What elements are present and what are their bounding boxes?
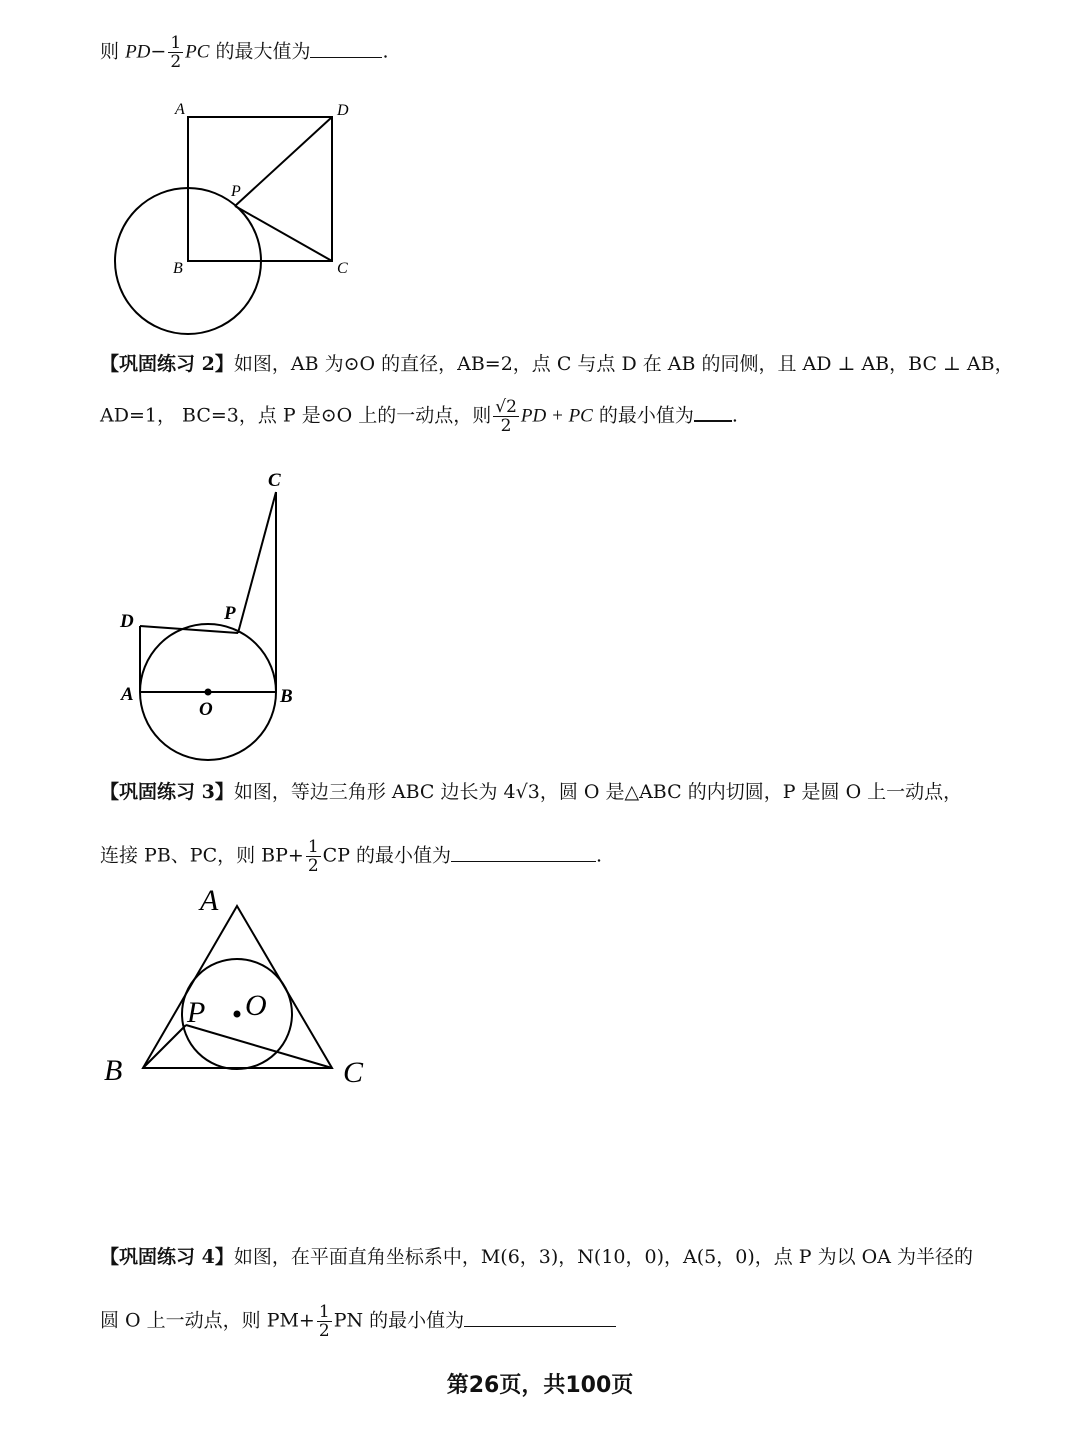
period: . <box>382 40 389 63</box>
label-P: P <box>231 183 241 200</box>
segment-PC <box>235 206 332 261</box>
triangle-ABC <box>143 906 332 1068</box>
figure-square-circle <box>100 95 380 340</box>
text: PN 的最小值为 <box>333 1309 465 1332</box>
text: 连接 PB、PC，则 BP+ <box>100 844 304 867</box>
page-footer: 第26页，共100页 <box>446 1373 634 1398</box>
text: 如图， <box>233 353 291 375</box>
math-expr: PD <box>125 41 151 63</box>
exercise-2-line-2 <box>100 398 738 435</box>
label-O: O <box>199 699 213 720</box>
text: 如图，在平面直角坐标系中，M(6，3)，N(10，0)，A(5，0)，点 P 为以 OA 为半径的 <box>233 1246 973 1268</box>
exercise-tag: 【巩固练习 2】 <box>100 353 234 375</box>
fraction-numerator: 1 <box>170 33 182 53</box>
label-D: D <box>120 611 134 632</box>
label-O: O <box>245 989 267 1022</box>
period: . <box>596 844 603 867</box>
label-B: B <box>173 260 183 277</box>
text: 圆 O 上一动点，则 PM+ <box>100 1309 315 1332</box>
fraction-numerator: 1 <box>307 837 319 857</box>
math-expr: PD + PC <box>520 405 593 427</box>
segment-PD <box>235 117 332 206</box>
minus-sign: − <box>150 40 167 63</box>
exercise-4-line-2 <box>100 1303 616 1340</box>
label-A: A <box>200 884 219 917</box>
label-B: B <box>280 686 293 707</box>
answer-blank <box>310 39 382 58</box>
text: 的最大值为 <box>215 40 311 63</box>
fraction-denominator: 2 <box>170 52 182 72</box>
answer-blank <box>451 843 596 862</box>
figure-triangle-incircle <box>100 880 390 1100</box>
label-C: C <box>337 260 348 277</box>
text: CP 的最小值为 <box>322 844 452 867</box>
fraction-numerator: 1 <box>318 1302 330 1322</box>
text: 的最小值为 <box>598 404 694 427</box>
text: AB 为⊙O 的直径，AB=2，点 C 与点 D 在 AB 的同侧，且 AD ⊥ AB，BC ⊥ AB， <box>290 353 1014 375</box>
answer-blank <box>464 1308 616 1327</box>
text: AD=1， BC=3，点 P 是⊙O 上的一动点，则 <box>100 404 492 427</box>
period: . <box>731 404 738 427</box>
fraction-numerator: √2 <box>495 397 517 417</box>
center-dot <box>234 1011 241 1018</box>
label-P: P <box>187 996 206 1029</box>
label-A: A <box>121 684 134 705</box>
exercise-4-line-1 <box>100 1245 973 1269</box>
answer-blank <box>694 402 732 422</box>
exercise-3-line-2 <box>100 838 602 875</box>
label-C: C <box>343 1056 364 1089</box>
question-tail-line <box>100 34 389 71</box>
figure-circle-diameter <box>110 462 310 767</box>
segment-PC <box>238 492 276 633</box>
square <box>188 117 332 261</box>
math-expr: PC <box>185 41 210 63</box>
fraction <box>493 398 519 435</box>
fraction <box>317 1303 332 1340</box>
exercise-tag: 【巩固练习 3】 <box>100 781 234 803</box>
label-P: P <box>224 603 236 624</box>
exercise-3-line-1 <box>100 780 962 804</box>
label-A: A <box>175 101 185 118</box>
fraction-denominator: 2 <box>500 416 512 436</box>
label-C: C <box>268 470 281 491</box>
fraction <box>306 838 321 875</box>
fraction <box>168 34 183 71</box>
exercise-tag: 【巩固练习 4】 <box>100 1246 234 1268</box>
exercise-2-line-1 <box>100 352 1014 376</box>
fraction-denominator: 2 <box>318 1321 330 1341</box>
fraction-denominator: 2 <box>307 856 319 876</box>
text: 如图，等边三角形 ABC 边长为 4√3，圆 O 是△ABC 的内切圆，P 是圆 O 上一动点， <box>233 781 963 803</box>
text: 则 <box>100 40 120 63</box>
label-B: B <box>104 1054 123 1087</box>
center-dot <box>205 689 212 696</box>
label-D: D <box>337 102 349 119</box>
